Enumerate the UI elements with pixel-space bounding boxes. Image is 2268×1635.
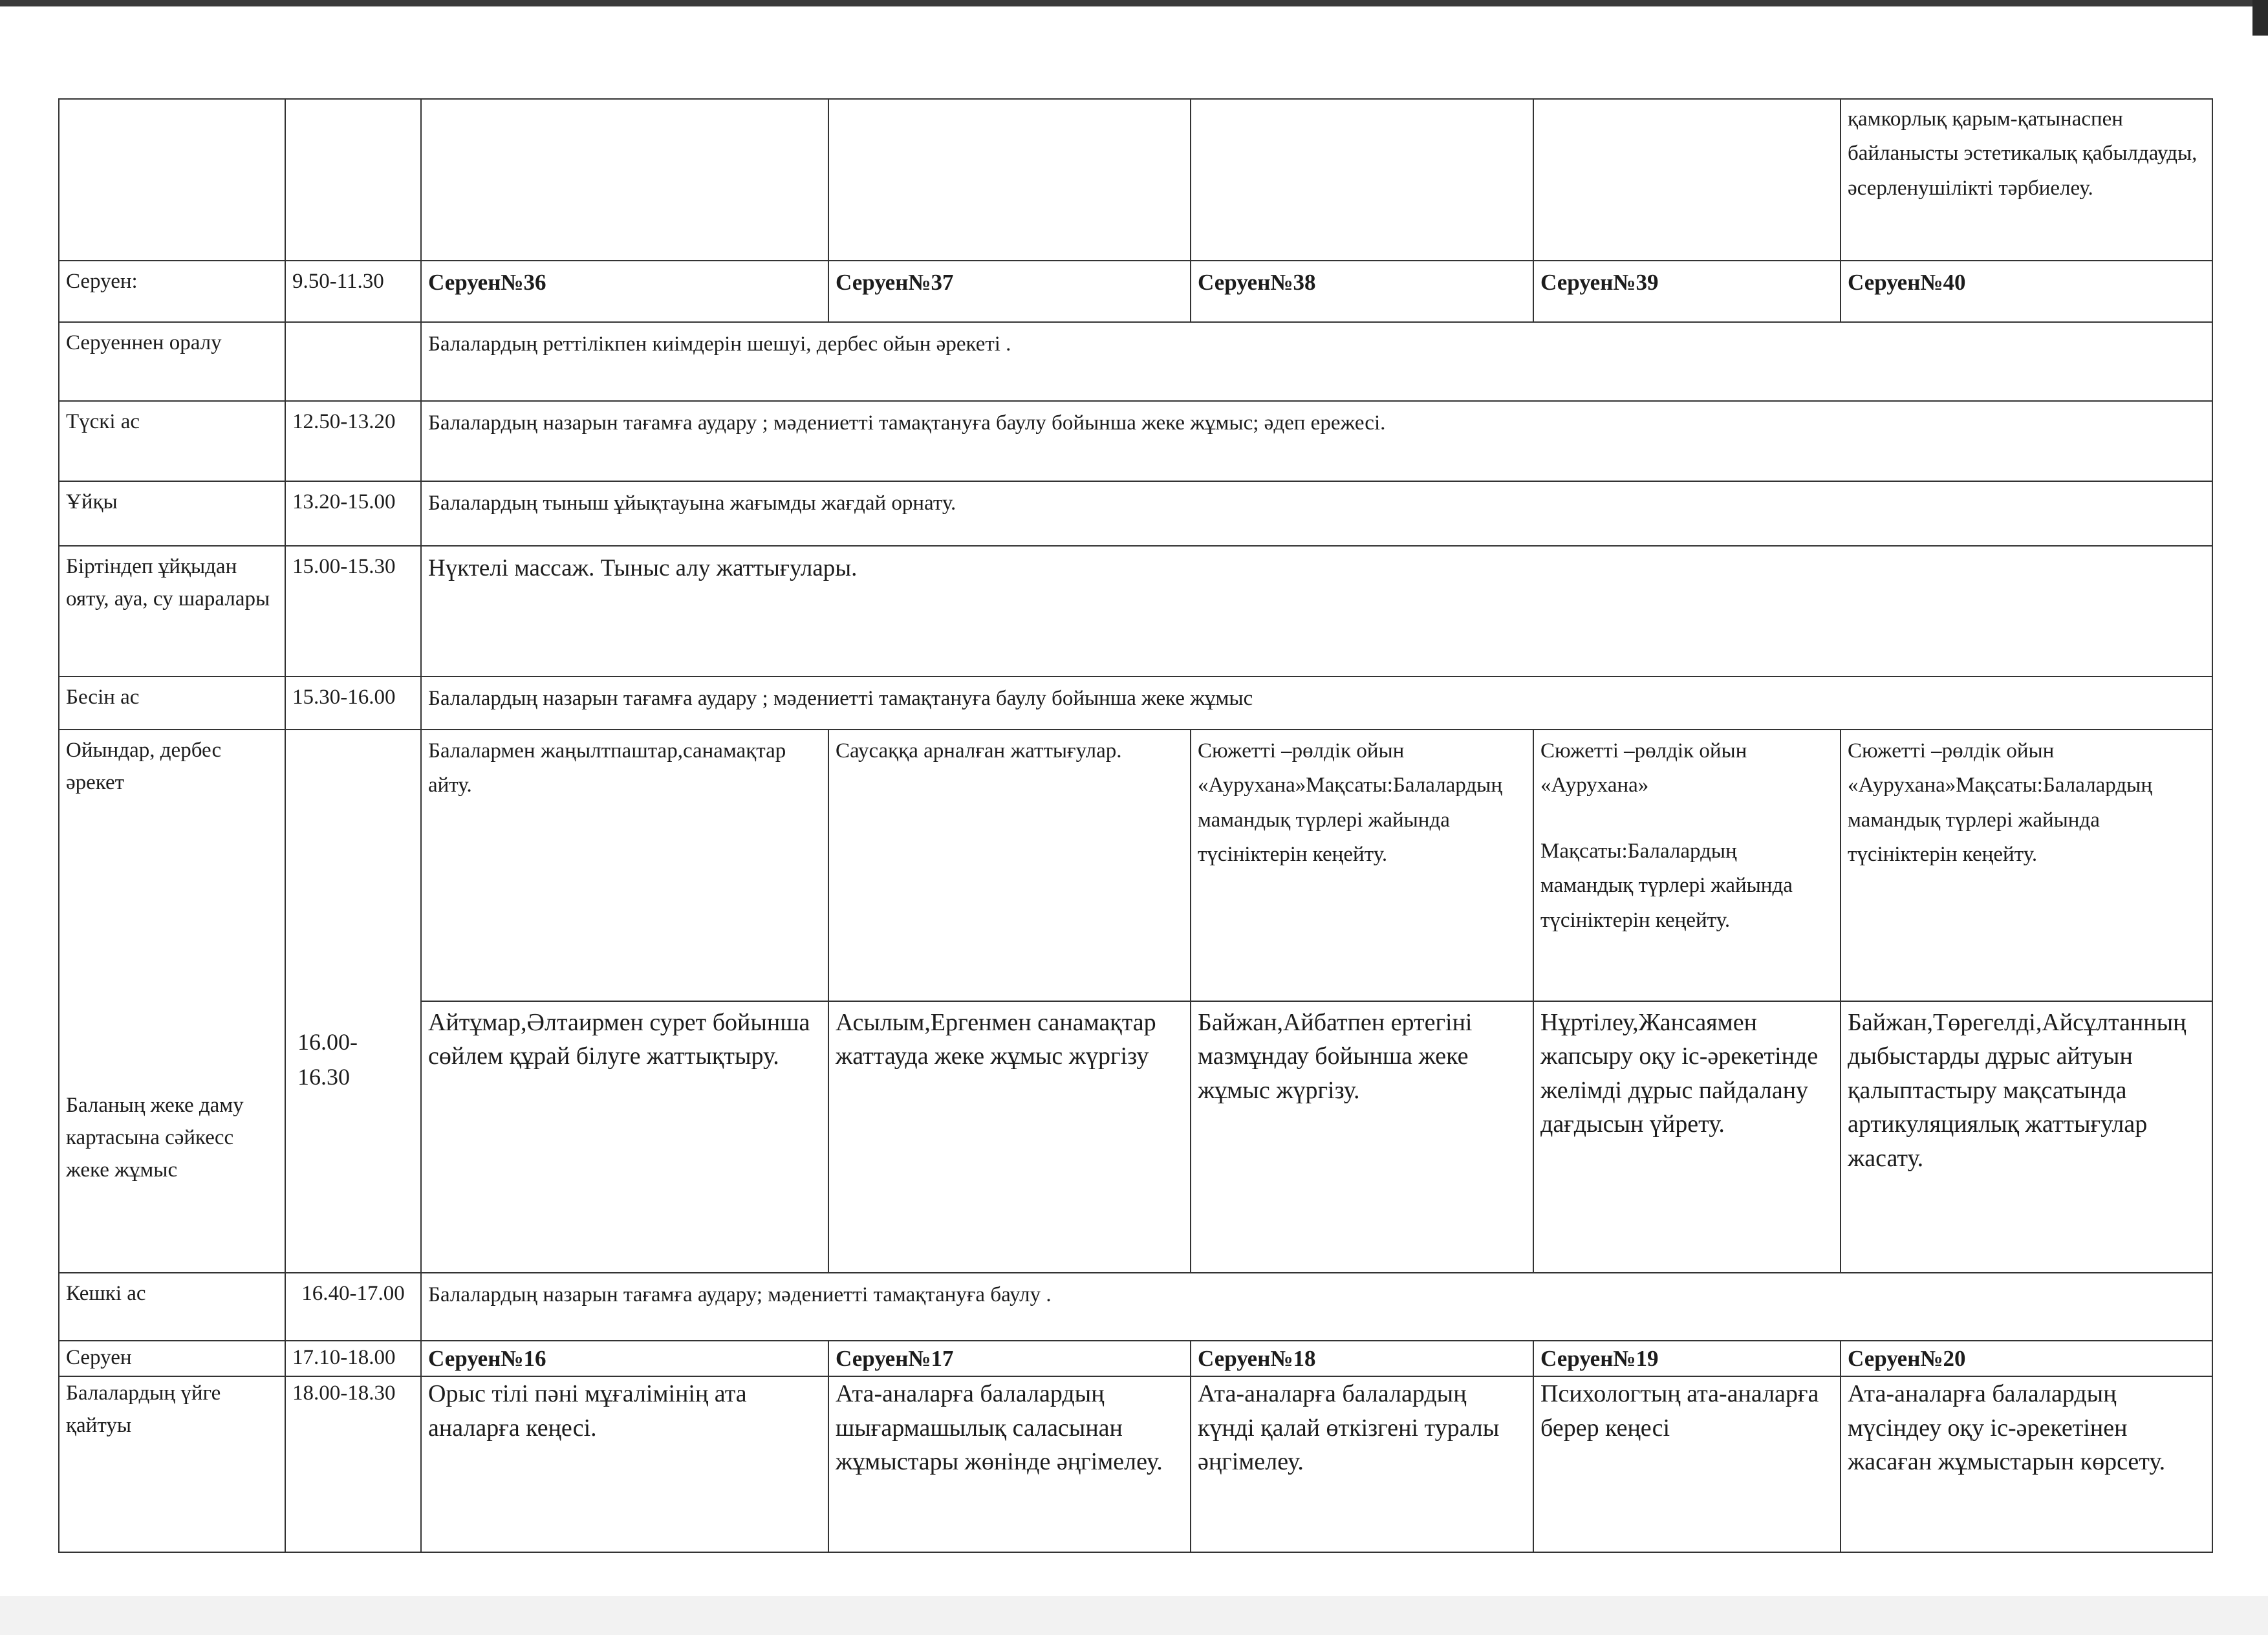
walk-item: Серуен№19: [1533, 1341, 1841, 1376]
game-item-goal: Мақсаты:Балалардың мамандық түрлері жайында түсініктерін кеңейту.: [1540, 839, 1793, 932]
row-label: Кешкі ас: [59, 1273, 285, 1341]
home-item: Ата-аналарға балалардың мүсіндеу оқу іс-әрекетінен жасаған жұмыстарын көрсету.: [1841, 1376, 2212, 1552]
time-cell: 12.50-13.20: [285, 401, 421, 481]
walk-item: Серуен№18: [1191, 1341, 1533, 1376]
individual-time: 16.00-16.30: [297, 1029, 358, 1090]
schedule-table: [58, 98, 2213, 1553]
row-going-home: [59, 1376, 2212, 1552]
row-snack: [59, 677, 2212, 730]
home-item: Психологтың ата-аналарға берер кеңесі: [1533, 1376, 1841, 1552]
time-cell: 13.20-15.00: [285, 481, 421, 546]
game-item: Саусаққа арналған жаттығулар.: [828, 730, 1191, 1001]
walk-item: Серуен№40: [1841, 261, 2212, 322]
individual-label: Баланың жеке даму картасына сәйкеcс жеке жұмыс: [66, 1094, 244, 1182]
row-games: [59, 730, 2212, 1001]
walk-item: Серуен№38: [1191, 261, 1533, 322]
row-label: Біртіндеп ұйқыдан ояту, ауа, су шаралары: [59, 546, 285, 677]
individual-item: Асылым,Ергенмен санамақтар жаттауда жеке жұмыс жүргізу: [828, 1001, 1191, 1273]
row-evening-walk: [59, 1341, 2212, 1376]
game-item: Сюжетті –рөлдік ойын «Аурухана»Мақсаты:Балалардың мамандық түрлері жайында түсініктерін кеңейту.: [1841, 730, 2212, 1001]
scan-top-edge: [0, 0, 2268, 6]
activity-text: Балалардың реттілікпен киімдерін шешуі, дербес ойын әрекеті .: [421, 322, 2212, 401]
row-label: Ұйқы: [59, 481, 285, 546]
home-item: Ата-аналарға балалардың күнді қалай өткізгені туралы әңгімелеу.: [1191, 1376, 1533, 1552]
games-label: Ойындар, дербес әрекет: [66, 739, 222, 795]
row-sleep: [59, 481, 2212, 546]
time-cell: 15.00-15.30: [285, 546, 421, 677]
activity-text: Балалардың назарын тағамға аудару ; мәдениетті тамақтануға баулу бойынша жеке жұмыс; әдеп ережесі.: [421, 401, 2212, 481]
cell-empty: [285, 99, 421, 261]
time-cell: 15.30-16.00: [285, 677, 421, 730]
activity-text: Балалардың назарын тағамға аудару; мәдениетті тамақтануға баулу .: [421, 1273, 2212, 1341]
row-wake: [59, 546, 2212, 677]
scan-bottom-shade: [0, 1596, 2268, 1635]
row-label: Серуен:: [59, 261, 285, 322]
home-item: Орыс тілі пәні мұғалімінің ата аналарға кеңесі.: [421, 1376, 828, 1552]
individual-item: Нұртілеу,Жансаямен жапсыру оқу іс-әрекетінде желімді дұрыс пайдалану дағдысын үйрету.: [1533, 1001, 1841, 1273]
cell-empty: [59, 99, 285, 261]
walk-item: Серуен№37: [828, 261, 1191, 322]
walk-item: Серуен№36: [421, 261, 828, 322]
individual-item: Байжан,Төрегелді,Айсұлтанның дыбыстарды дұрыс айтуын қалыптастыру мақсатында артикуляциялық жаттығулар жасату.: [1841, 1001, 2212, 1273]
walk-item: Серуен№16: [421, 1341, 828, 1376]
cell-empty: [1533, 99, 1841, 261]
row-label: Балалардың үйге қайтуы: [59, 1376, 285, 1552]
cell-empty: [828, 99, 1191, 261]
walk-item: Серуен№20: [1841, 1341, 2212, 1376]
goal-text-cell: қамкорлық қарым-қатынаспен байланысты эстетикалық қабылдауды, әсерленушілікті тәрбиелеу.: [1841, 99, 2212, 261]
time-cell: 17.10-18.00: [285, 1341, 421, 1376]
row-walk: [59, 261, 2212, 322]
row-continuation: [59, 99, 2212, 261]
game-item: Балалармен жаңылтпаштар,санамақтар айту.: [421, 730, 828, 1001]
row-label: Түскі ас: [59, 401, 285, 481]
scan-corner-mark: [2252, 0, 2268, 36]
time-cell: 16.40-17.00: [285, 1273, 421, 1341]
walk-item: Серуен№17: [828, 1341, 1191, 1376]
spacer: [1540, 803, 1833, 834]
time-cell: 9.50-11.30: [285, 261, 421, 322]
row-label: Бесін ас: [59, 677, 285, 730]
row-lunch: [59, 401, 2212, 481]
individual-item: Байжан,Айбатпен ертегіні мазмұндау бойынша жеке жұмыс жүргізу.: [1191, 1001, 1533, 1273]
row-dinner: [59, 1273, 2212, 1341]
individual-item: Айтұмар,Әлтаирмен сурет бойынша сөйлем құрай білуге жаттықтыру.: [421, 1001, 828, 1273]
activity-text: Нүктелі массаж. Тыныс алу жаттығулары.: [421, 546, 2212, 677]
row-label: Серуеннен оралу: [59, 322, 285, 401]
row-label: Серуен: [59, 1341, 285, 1376]
cell-empty: [421, 99, 828, 261]
activity-text: Балалардың назарын тағамға аудару ; мәдениетті тамақтануға баулу бойынша жеке жұмыс: [421, 677, 2212, 730]
time-cell: 18.00-18.30: [285, 1376, 421, 1552]
row-return-walk: [59, 322, 2212, 401]
walk-item: Серуен№39: [1533, 261, 1841, 322]
game-item-title: Сюжетті –рөлдік ойын «Аурухана»: [1540, 739, 1747, 797]
game-item-with-goal: [1533, 730, 1841, 1001]
game-item: Сюжетті –рөлдік ойын «Аурухана»Мақсаты:Балалардың мамандық түрлері жайында түсініктерін кеңейту.: [1191, 730, 1533, 1001]
home-item: Ата-аналарға балалардың шығармашылық саласынан жұмыстары жөнінде әңгімелеу.: [828, 1376, 1191, 1552]
cell-empty: [1191, 99, 1533, 261]
activity-text: Балалардың тыныш ұйықтауына жағымды жағдай орнату.: [421, 481, 2212, 546]
time-cell: [285, 322, 421, 401]
individual-time-cell: [285, 730, 421, 1273]
games-label-cell: [59, 730, 285, 1273]
